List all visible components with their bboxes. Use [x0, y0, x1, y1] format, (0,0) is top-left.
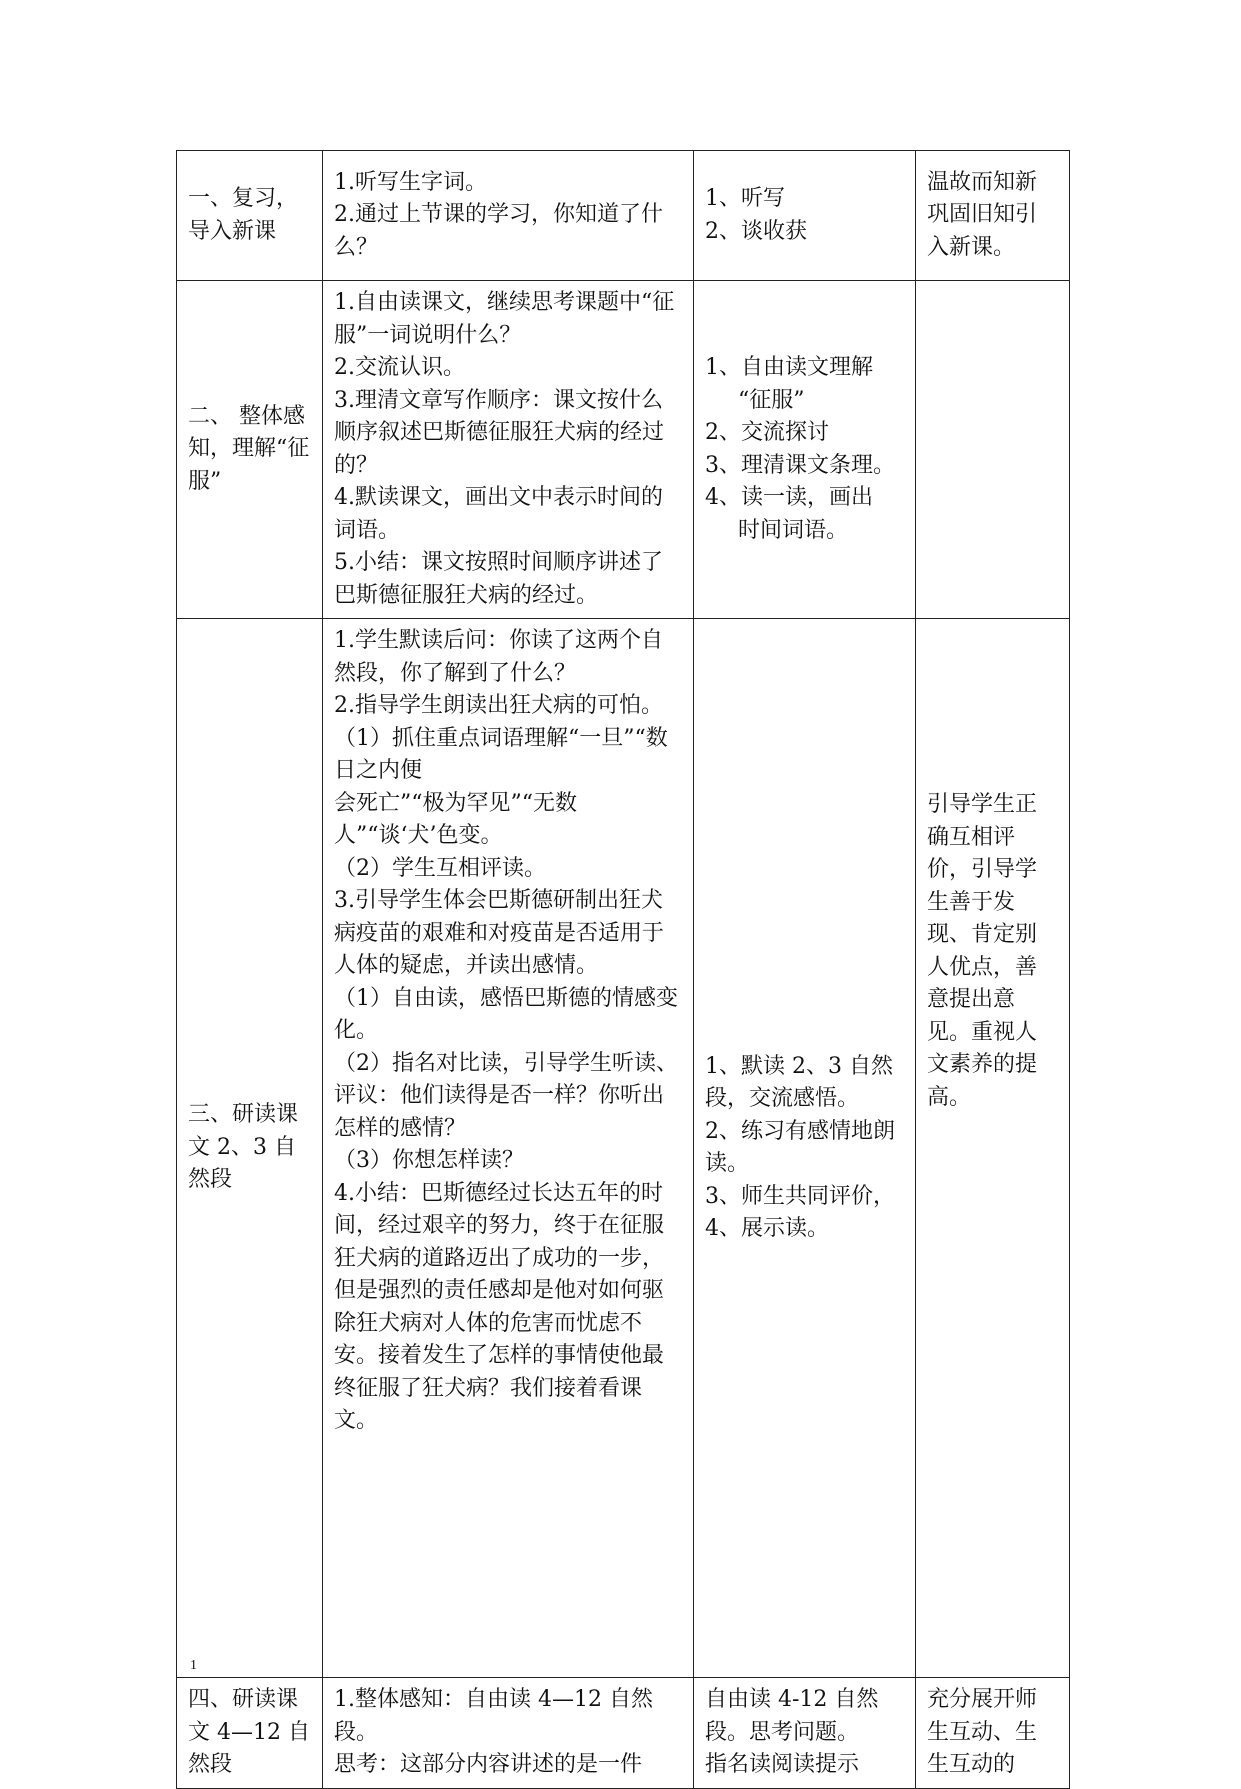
intent-line: 温故而知新巩固旧知引入新课。	[927, 169, 1038, 260]
teacher-line: 2.通过上节课的学习，你知道了什么？	[334, 202, 663, 260]
teacher-line: 1.整体感知：自由读 4—12 自然段。	[334, 1687, 653, 1745]
intent-line: 充分展开师生互动、生生互动的	[927, 1687, 1038, 1777]
student-line: 4、展示读。	[705, 1216, 829, 1241]
teacher-line: （1）自由读，感悟巴斯德的情感变化。	[334, 985, 678, 1043]
student-line: 1、默读 2、3 自然段，交流感悟。	[705, 1053, 893, 1111]
teacher-line: 3.理清文章写作顺序：课文按什么顺序叙述巴斯德征服狂犬病的经过的？	[334, 387, 665, 478]
student-activity-cell	[694, 1678, 916, 1789]
design-intent-cell	[916, 1678, 1070, 1789]
stage-cell	[177, 281, 323, 619]
student-line: 2、交流探讨	[705, 420, 829, 445]
teacher-line: 会死亡”“极为罕见”“无数人”“谈‘犬’色变。	[334, 790, 577, 848]
teacher-activity-cell	[323, 1678, 694, 1789]
table-row	[177, 151, 1070, 281]
stage-line: 二、 整体感知，理解“征服”	[188, 403, 310, 494]
design-intent-cell	[916, 281, 1070, 619]
intent-line: 引导学生正确互相评价，引导学生善于发现、肯定别人优点，善意提出意见。重视人文素养的提高。	[927, 792, 1038, 1110]
page-number: 1	[190, 1658, 197, 1673]
teacher-line: 2.指导学生朗读出狂犬病的可怕。	[334, 693, 663, 718]
teacher-line: 4.默读课文，画出文中表示时间的词语。	[334, 485, 663, 543]
teacher-line: （3）你想怎样读？	[334, 1148, 524, 1173]
student-line: 2、谈收获	[705, 218, 807, 244]
table-row	[177, 619, 1070, 1678]
stage-cell	[177, 151, 323, 281]
student-activity-cell	[694, 151, 916, 281]
teacher-line: 3.引导学生体会巴斯德研制出狂犬病疫苗的艰难和对疫苗是否适用于人体的疑虑，并读出感情。	[334, 888, 665, 978]
teacher-line: 4.小结：巴斯德经过长达五年的时间，经过艰辛的努力，终于在征服狂犬病的道路迈出了成功的一步，但是强烈的责任感却是他对如何驱除狂犬病对人体的危害而忧虑不安。接着发生了怎样的事情使他最终征服了狂犬病？我们接着看课文。	[334, 1180, 665, 1433]
table-row	[177, 281, 1070, 619]
student-line: 2、练习有感情地朗读。	[705, 1118, 895, 1176]
stage-cell	[177, 1678, 323, 1789]
student-line: 1、听写	[705, 186, 785, 211]
student-line: 3、师生共同评价，	[705, 1183, 895, 1209]
student-line: “征服”	[738, 387, 805, 413]
teacher-line: 5.小结：课文按照时间顺序讲述了巴斯德征服狂犬病的经过。	[334, 550, 663, 608]
teacher-line: 思考：这部分内容讲述的是一件	[334, 1752, 643, 1777]
stage-line: 三、研读课文 2、3 自然段	[188, 1102, 299, 1193]
teacher-activity-cell	[323, 619, 694, 1678]
teacher-line: 1.听写生字词。	[334, 169, 487, 195]
teacher-line: 1.自由读课文，继续思考课题中“征服”一词说明什么？	[334, 290, 675, 348]
teacher-line: 2.交流认识。	[334, 355, 465, 380]
student-activity-cell	[694, 281, 916, 619]
student-activity-cell	[694, 619, 916, 1678]
table-row	[177, 1678, 1070, 1789]
student-line: 指名读阅读提示	[705, 1752, 860, 1777]
student-line: 1、自由读文理解	[705, 355, 873, 380]
student-line: 4、读一读，画出	[705, 485, 873, 510]
teacher-line: （1）抓住重点词语理解“一旦”“数日之内便	[334, 725, 668, 783]
teacher-line: （2）学生互相评读。	[334, 855, 546, 881]
lesson-plan-table	[176, 150, 1070, 1789]
teacher-line: （2）指名对比读，引导学生听读、评议：他们读得是否一样？你听出怎样的感情？	[334, 1050, 678, 1141]
stage-line: 一、复习，	[188, 186, 299, 211]
stage-line: 导入新课	[188, 218, 277, 244]
student-line: 时间词语。	[738, 517, 849, 543]
student-line: 3、理清课文条理。	[705, 452, 895, 478]
student-line: 自由读 4-12 自然段。思考问题。	[705, 1687, 879, 1745]
design-intent-cell	[916, 151, 1070, 281]
design-intent-cell	[916, 619, 1070, 1678]
teacher-line: 1.学生默读后问：你读了这两个自然段，你了解到了什么？	[334, 628, 663, 686]
stage-cell	[177, 619, 323, 1678]
teacher-activity-cell	[323, 151, 694, 281]
stage-line: 四、研读课文 4—12 自然段	[188, 1687, 310, 1777]
teacher-activity-cell	[323, 281, 694, 619]
